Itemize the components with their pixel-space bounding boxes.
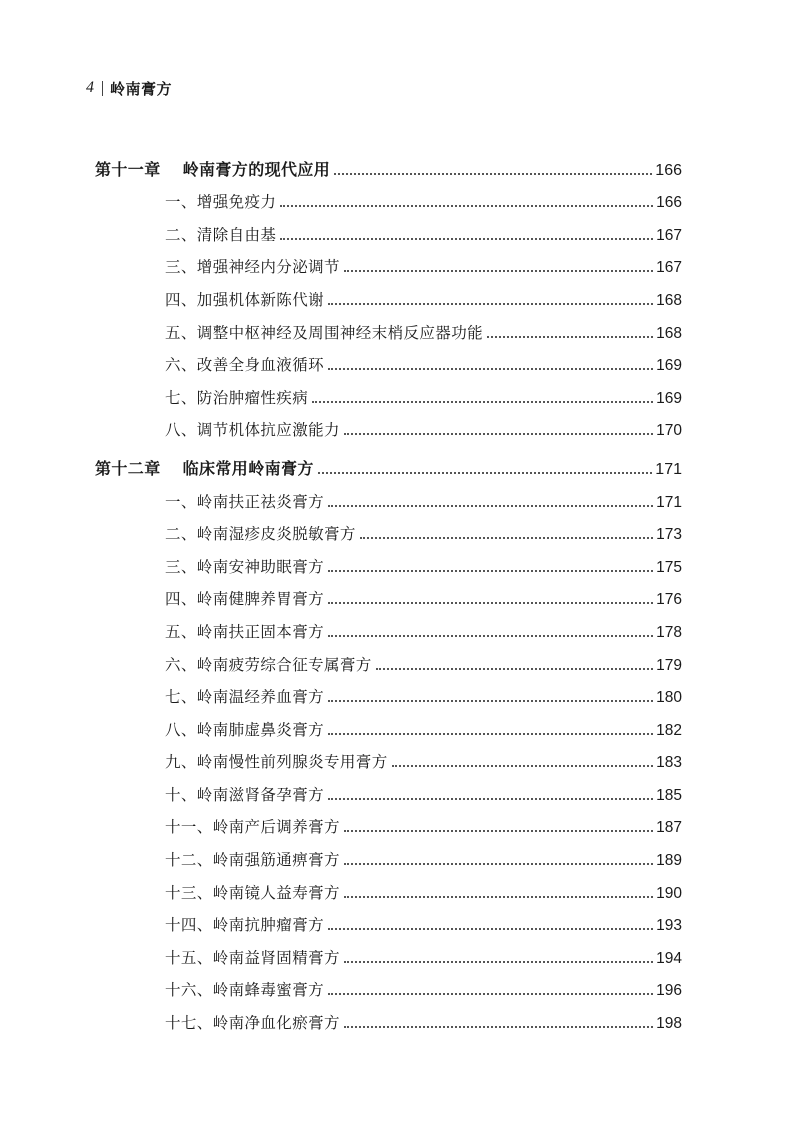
- dot-leader: [328, 993, 653, 995]
- toc-chapter-row[interactable]: [95, 446, 682, 479]
- chapter-page-number: 166: [655, 161, 682, 179]
- chapter-number: 第十一章: [95, 159, 161, 179]
- section-title: 七、岭南温经养血膏方: [165, 688, 325, 707]
- dot-leader: [328, 303, 653, 305]
- toc-section-row[interactable]: [95, 180, 682, 213]
- dot-leader: [344, 863, 653, 865]
- section-page-number: 189: [656, 852, 682, 870]
- toc-section-row[interactable]: [95, 740, 682, 773]
- section-page-number: 198: [656, 1015, 682, 1033]
- section-page-number: 168: [656, 324, 682, 342]
- dot-leader: [392, 765, 654, 767]
- dot-leader: [487, 336, 653, 338]
- section-title: 三、增强神经内分泌调节: [165, 258, 340, 277]
- section-page-number: 173: [656, 526, 682, 544]
- chapter-page-number: 171: [655, 460, 682, 478]
- section-title: 八、岭南肺虚鼻炎膏方: [165, 720, 325, 739]
- section-page-number: 176: [656, 591, 682, 609]
- dot-leader: [344, 961, 653, 963]
- section-page-number: 167: [656, 226, 682, 244]
- dot-leader: [328, 798, 653, 800]
- section-title: 二、清除自由基: [165, 225, 277, 244]
- dot-leader: [280, 238, 653, 240]
- toc-section-row[interactable]: [95, 609, 682, 642]
- section-page-number: 167: [656, 259, 682, 277]
- dot-leader: [360, 537, 653, 539]
- section-page-number: 193: [656, 917, 682, 935]
- section-page-number: 178: [656, 623, 682, 641]
- dot-leader: [344, 1026, 653, 1028]
- section-title: 五、调整中枢神经及周围神经末梢反应器功能: [165, 323, 484, 342]
- toc-section-row[interactable]: [95, 212, 682, 245]
- toc-section-row[interactable]: [95, 870, 682, 903]
- section-page-number: 196: [656, 982, 682, 1000]
- book-title: 岭南膏方: [110, 79, 173, 98]
- toc-section-row[interactable]: [95, 512, 682, 545]
- section-title: 九、岭南慢性前列腺炎专用膏方: [165, 753, 388, 772]
- chapter-title: 岭南膏方的现代应用: [182, 159, 331, 179]
- section-page-number: 194: [656, 949, 682, 967]
- page-number: 4: [86, 79, 94, 96]
- section-page-number: 179: [656, 656, 682, 674]
- toc-section-row[interactable]: [95, 837, 682, 870]
- toc-section-row[interactable]: [95, 968, 682, 1001]
- toc-section-row[interactable]: [95, 479, 682, 512]
- toc-section-row[interactable]: [95, 903, 682, 936]
- toc-section-row[interactable]: [95, 277, 682, 310]
- section-page-number: 169: [656, 357, 682, 375]
- toc-section-row[interactable]: [95, 310, 682, 343]
- dot-leader: [328, 733, 653, 735]
- section-page-number: 183: [656, 754, 682, 772]
- chapter-number: 第十二章: [95, 458, 161, 478]
- section-title: 十、岭南滋肾备孕膏方: [165, 785, 325, 804]
- toc-section-row[interactable]: [95, 707, 682, 740]
- toc-section-row[interactable]: [95, 805, 682, 838]
- section-page-number: 170: [656, 422, 682, 440]
- toc-section-row[interactable]: [95, 343, 682, 376]
- section-page-number: 175: [656, 558, 682, 576]
- toc-section-row[interactable]: [95, 544, 682, 577]
- dot-leader: [312, 401, 653, 403]
- section-page-number: 190: [656, 884, 682, 902]
- running-head: [86, 76, 172, 100]
- section-title: 三、岭南安神助眠膏方: [165, 557, 325, 576]
- section-title: 十三、岭南镜人益寿膏方: [165, 883, 340, 902]
- section-page-number: 166: [656, 194, 682, 212]
- table-of-contents: [95, 147, 682, 1033]
- dot-leader: [328, 700, 653, 702]
- section-page-number: 185: [656, 786, 682, 804]
- section-title: 六、改善全身血液循环: [165, 356, 325, 375]
- dot-leader: [328, 635, 653, 637]
- dot-leader: [328, 368, 653, 370]
- section-title: 十六、岭南蜂毒蜜膏方: [165, 981, 325, 1000]
- toc-section-row[interactable]: [95, 375, 682, 408]
- dot-leader: [334, 173, 652, 175]
- section-title: 四、岭南健脾养胃膏方: [165, 590, 325, 609]
- dot-leader: [328, 602, 653, 604]
- section-page-number: 182: [656, 721, 682, 739]
- dot-leader: [344, 270, 653, 272]
- toc-section-row[interactable]: [95, 408, 682, 441]
- section-title: 十一、岭南产后调养膏方: [165, 818, 340, 837]
- toc-section-row[interactable]: [95, 577, 682, 610]
- section-page-number: 169: [656, 389, 682, 407]
- section-title: 二、岭南湿疹皮炎脱敏膏方: [165, 525, 356, 544]
- dot-leader: [344, 830, 653, 832]
- section-title: 一、岭南扶正祛炎膏方: [165, 492, 325, 511]
- section-title: 十七、岭南净血化瘀膏方: [165, 1014, 340, 1033]
- dot-leader: [318, 472, 652, 474]
- section-title: 四、加强机体新陈代谢: [165, 290, 325, 309]
- toc-chapter-row[interactable]: [95, 147, 682, 180]
- toc-section-row[interactable]: [95, 675, 682, 708]
- toc-section-row[interactable]: [95, 1000, 682, 1033]
- dot-leader: [376, 668, 653, 670]
- section-title: 十二、岭南强筋通痹膏方: [165, 851, 340, 870]
- dot-leader: [344, 896, 653, 898]
- dot-leader: [328, 928, 653, 930]
- dot-leader: [344, 433, 653, 435]
- section-page-number: 180: [656, 689, 682, 707]
- section-title: 十五、岭南益肾固精膏方: [165, 948, 340, 967]
- dot-leader: [328, 505, 653, 507]
- dot-leader: [328, 570, 653, 572]
- section-title: 六、岭南疲劳综合征专属膏方: [165, 655, 372, 674]
- header-divider: [102, 81, 103, 96]
- toc-section-row[interactable]: [95, 245, 682, 278]
- toc-section-row[interactable]: [95, 642, 682, 675]
- section-title: 十四、岭南抗肿瘤膏方: [165, 916, 325, 935]
- section-page-number: 187: [656, 819, 682, 837]
- toc-section-row[interactable]: [95, 772, 682, 805]
- chapter-heading: [95, 157, 330, 180]
- section-title: 七、防治肿瘤性疾病: [165, 388, 309, 407]
- section-title: 八、调节机体抗应激能力: [165, 421, 340, 440]
- section-title: 一、增强免疫力: [165, 193, 277, 212]
- section-title: 五、岭南扶正固本膏方: [165, 622, 325, 641]
- chapter-heading: [95, 456, 314, 479]
- toc-section-row[interactable]: [95, 935, 682, 968]
- section-page-number: 168: [656, 291, 682, 309]
- section-page-number: 171: [656, 493, 682, 511]
- dot-leader: [280, 205, 653, 207]
- chapter-title: 临床常用岭南膏方: [182, 458, 314, 478]
